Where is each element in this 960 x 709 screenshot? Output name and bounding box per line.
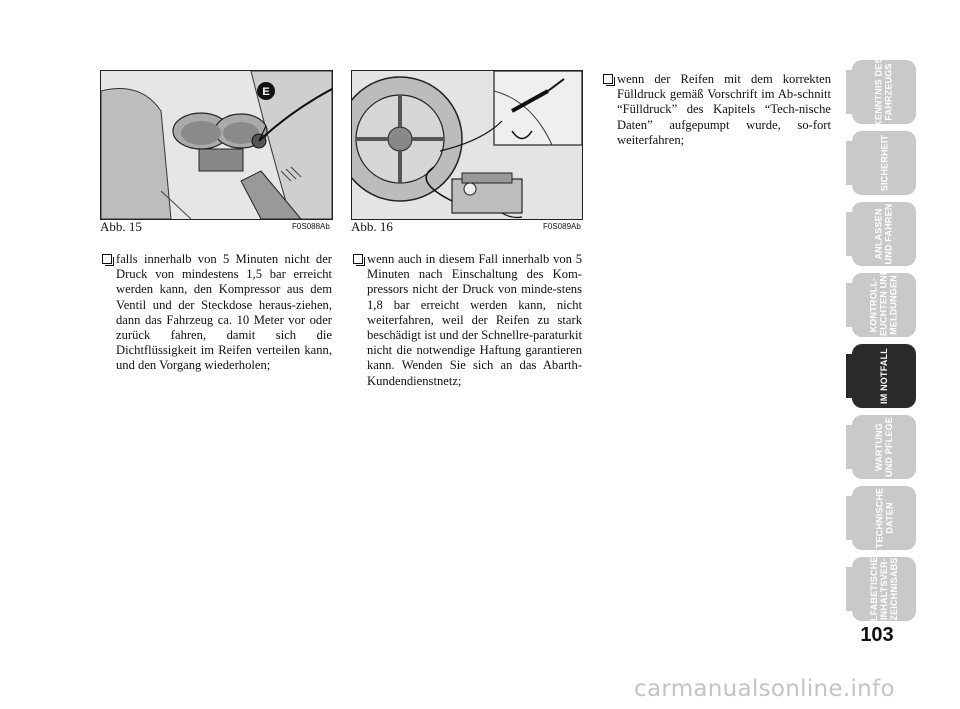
tyre-compressor-illustration [352,71,582,219]
tab-anlassen-und-fahren[interactable]: ANLASSEN UND FAHREN [852,202,916,266]
figure-15-caption: Abb. 15 [100,219,142,234]
chapter-tabs [852,57,918,628]
paragraph-1-text: falls innerhalb von 5 Minuten nicht der Druck von mindestens 1,5 bar erreicht werden kann, den Kompressor aus dem Ventil und der Steckdose heraus-ziehen, dann das Fahrzeug ca. 10 Meter vor oder zurück fahren, damit sich die Dichtflüssigkeit im Reifen verteilen kann, und den Vorgang wiederholen; [116,252,332,373]
callout-e: E [262,86,270,98]
figure-16-image [351,70,583,220]
checkbox-bullet-icon [102,254,112,264]
tab-wartung-und-pflege[interactable]: WARTUNG UND PFLEGE [852,415,916,479]
page-number: 103 [860,624,894,646]
tab-inhaltsverzeichnis[interactable]: ALFABETISCHES INHALTSVER- ZEICHNISABS [852,557,916,621]
tab-technische-daten[interactable]: TECHNISCHE DATEN [852,486,916,550]
tab-im-notfall[interactable]: IM NOTFALL [852,344,916,408]
figure-16-caption: Abb. 16 [351,219,393,234]
figure-15-code: F0S088Ab [292,222,330,231]
tab-kenntnis-des-fahrzeugs[interactable]: KENNTNIS DES FAHRZEUGS [852,60,916,124]
tab-sicherheit[interactable]: SICHERHEIT [852,131,916,195]
paragraph-3-text: wenn der Reifen mit dem korrekten Fülldruck gemäß Vorschrift im Ab-schnitt “Fülldruck” des Kapitels “Tech-nische Daten” aufgepumpt wurde, so-fort weiterfahren; [617,72,831,147]
figure-16-code: F0S089Ab [543,222,581,231]
paragraph-2 [353,252,582,389]
checkbox-bullet-icon [353,254,363,264]
paragraph-1 [102,252,332,374]
watermark: carmanualsonline.info [634,676,895,702]
checkbox-bullet-icon [603,74,613,84]
paragraph-2-text: wenn auch in diesem Fall innerhalb von 5 Minuten nach Einschaltung des Kom-pressors nicht der Druck von minde-stens 1,8 bar erreicht werden kann, nicht weiterfahren, weil der Reifen zu stark beschädigt ist und der Schnellre-paraturkit nicht die notwendige Haftung garantieren kann. Wenden Sie sich an das Abarth-Kundendienstnetz; [367,252,582,388]
paragraph-3 [603,72,831,148]
figure-15-image [100,70,333,220]
center-console-socket-illustration [101,71,332,219]
tab-kontrollleuchten[interactable]: KONTROLL- LEUCHTEN UND MELDUNGEN [852,273,916,337]
